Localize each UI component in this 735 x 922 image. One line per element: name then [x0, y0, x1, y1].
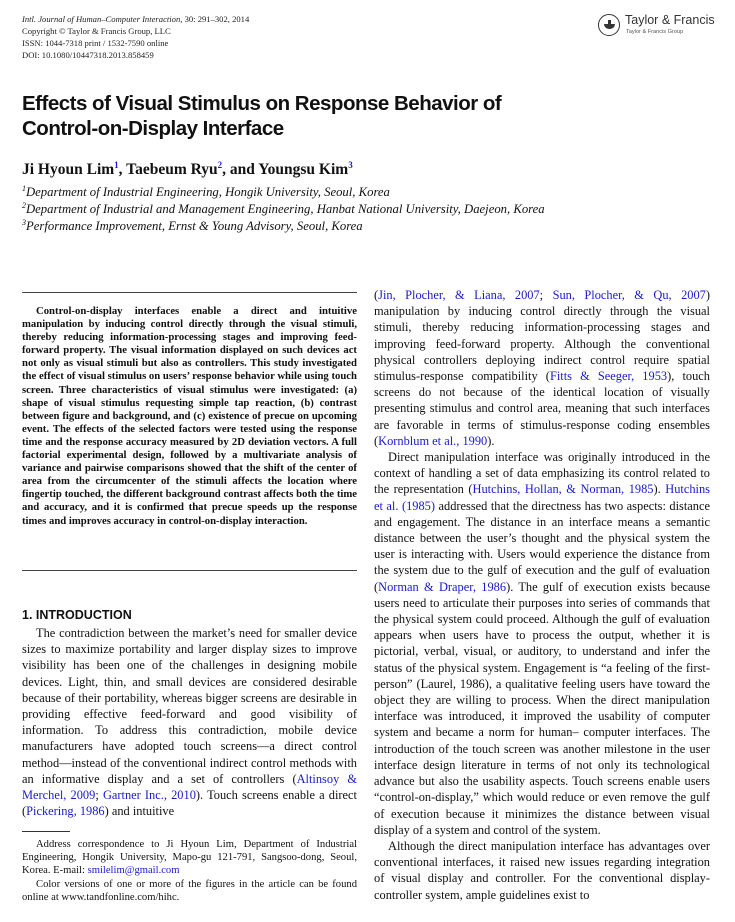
footnote: [22, 838, 357, 904]
right-column: [374, 287, 710, 903]
publisher-logo: [598, 12, 728, 40]
correspondence-note: Address correspondence to Ji Hyoun Lim, Department of Industrial Engineering, Hongik University, Mapo-gu 121-791, Sangsoo-dong, Seoul, Korea. E-mail: smilelim@gmail.com: [22, 839, 357, 877]
email-link[interactable]: smilelim@gmail.com: [87, 865, 180, 877]
color-note: Color versions of one or more of the figures in the article can be found online at www.tandfonline.com/hihc.: [22, 878, 357, 903]
citation-link[interactable]: Gartner Inc., 2010: [102, 788, 196, 803]
footnote-rule: [22, 831, 70, 832]
left-column: [22, 625, 357, 819]
paper-title: Effects of Visual Stimulus on Response Behavior of Control-on-Display Interface: [22, 92, 502, 140]
affiliation: $^2$Department of Industrial and Management Engineering, Hanbat National University, Daejeon, Korea: [22, 201, 545, 217]
lamp-icon: [598, 14, 620, 36]
author-affiliation-link[interactable]: 2: [217, 160, 223, 170]
abstract: Control-on-display interfaces enable a direct and intuitive manipulation by inducing control directly through the visual stimuli, thereby reducing information-processing stages and improving feed-forward property. The visual information displayed on such devices act not only as visual stimuli but also as controllers. This study investigated the effect of visual stimulus on users’ response behavior while using touch screen. Three characteristics of visual stimulus were investigated: (a) shape of visual stimulus requesting simple tap reaction, (b) contrast between figure and background, and (c) existence of precue on upcoming event. The effects of the selected factors were tested using the response time and the response accuracy measured by 2D deviation vectors. A full factorial experimental design, followed by a multivariate analysis of variance and pairwise comparisons showed that the shift of the center of area from the circumcenter of the stimuli affects the location where fingertip touched, the different background contrast affects both the time and accuracy, and it is confirmed that precue speeds up the response times and improves accuracy in control-on-display interaction.: [22, 305, 357, 527]
citation-link[interactable]: Kornblum et al., 1990: [378, 433, 488, 448]
author-list: [22, 160, 353, 179]
section-heading: 1. INTRODUCTION: [22, 608, 132, 622]
citation-link[interactable]: Altinsoy & Merchel, 2009: [22, 771, 357, 803]
publisher-subtitle: Taylor & Francis Group: [626, 29, 684, 35]
affiliation: $^3$Performance Improvement, Ernst & Young Advisory, Seoul, Korea: [22, 218, 363, 234]
citation-link[interactable]: Jin, Plocher, & Liana, 2007: [378, 288, 540, 302]
author: Youngsu Kim$^3$: [258, 160, 353, 179]
citation-link[interactable]: Norman & Draper, 1986: [378, 579, 507, 594]
issn: ISSN: 1044-7318 print / 1532-7590 online: [22, 38, 169, 48]
author-affiliation-link[interactable]: 1: [114, 160, 119, 170]
author-affiliation-link[interactable]: 3: [348, 160, 353, 170]
affiliation: $^1$Department of Industrial Engineering, Hongik University, Seoul, Korea: [22, 184, 390, 200]
paragraph: (Jin, Plocher, & Liana, 2007; Sun, Plocher, & Qu, 2007) manipulation by inducing control directly through the visual stimuli, thereby reducing information-processing stages and improving feed-forward property. Although the conventional physical controllers deploying indirect control require spatial stimulus-response compatibility (Fitts & Seeger, 1953), touch screens do not because of the identical location of visually presenting stimulus and control area, meaning that such interfaces are favorable in terms of stimulus-response coding ensembles (Kornblum et al., 1990).: [374, 288, 711, 448]
doi: DOI: 10.1080/10447318.2013.858459: [22, 50, 154, 60]
author: Ji Hyoun Lim$^1$,: [22, 160, 127, 179]
citation-link[interactable]: Sun, Plocher, & Qu, 2007: [552, 288, 706, 302]
abstract-bottom-rule: [22, 570, 357, 571]
citation-link[interactable]: Hutchins et al. (1985): [374, 482, 711, 513]
journal-info: [22, 13, 249, 61]
journal-citation: Intl. Journal of Human–Computer Interaction, 30: 291–302, 2014: [22, 14, 250, 24]
paragraph: The contradiction between the market’s need for smaller device sizes to maximize portability and larger display sizes to improve visibility has been one of the challenges in designing mobile devices. Light, thin, and small devices are considered desirable because of their portability, whereas bigger screens are desirable in providing effective feed-forward and good visibility of information. To address this contradiction, mobile device manufacturers have adopted touch screens—a direct control method—instead of the conventional indirect control methods with an informative display and a set of controllers (Altinsoy & Merchel, 2009; Gartner Inc., 2010). Touch screens enable a direct (Pickering, 1986) and intuitive: [22, 626, 357, 819]
publisher-name: Taylor & Francis: [625, 13, 715, 27]
copyright: Copyright © Taylor & Francis Group, LLC: [22, 26, 171, 36]
citation-link[interactable]: Hutchins, Hollan, & Norman, 1985: [472, 482, 654, 497]
paragraph: Although the direct manipulation interface has advantages over conventional interfaces, it raised new issues regarding integration of visual display and controller. For the conventional display-controller system, ample guidelines exist to: [374, 838, 710, 902]
citation-link[interactable]: Fitts & Seeger, 1953: [549, 369, 668, 384]
author: Taebeum Ryu$^2$, and: [126, 160, 259, 179]
citation-link[interactable]: Pickering, 1986: [26, 804, 105, 819]
paragraph: Direct manipulation interface was originally introduced in the context of handling a set of data emphasizing its control related to the representation (Hutchins, Hollan, & Norman, 1985). Hutchins et al. (1985) addressed that the directness has two aspects: distance and engagement. The distance in an interface means a semantic distance between the user’s thought and the physical system the user is interacting with. Users would experience the distance from the system due to the gulf of execution and the gulf of evaluation (Norman & Draper, 1986). The gulf of execution exists because users need to articulate their purposes into series of commands that the physical system could proceed. Although the gulf of evaluation appears when users have to process the output, whether it is pictorial, verbal, visual, or auditory, to understand and infer the status of the physical system. Engagement is “a feeling of the first-person” (Laurel, 1986), a qualitative feeling users have toward the object they are willing to process. When the direct manipulation interface was introduced, it improved the usability of computer system and became a norm for human– computer interfaces. The introduction of the touch screen was another milestone in the user interface design literature in terms of not only its technological advance but also the usability aspects. Touch screens enable users “control-on-display,” which would reduce or even remove the gulf of execution because it minimizes the distance between visual display of a system and control of the system.: [374, 450, 711, 837]
abstract-top-rule: [22, 292, 357, 293]
